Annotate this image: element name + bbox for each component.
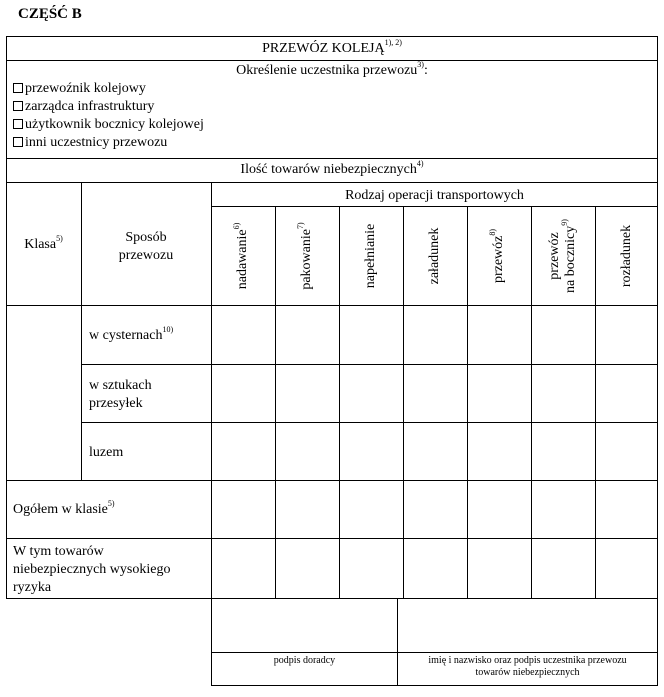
op-header-przewoz-na-bocznicy: przewóz na bocznicy$^{9)}$ [547,219,578,293]
col-divider-op-2 [339,206,340,599]
signature-advisor-caption: podpis doradcy [273,655,336,666]
method-header: Sposób przewozu [118,230,174,263]
method-row-tankers: w cysternach$^{10)}$ [89,325,174,343]
op-header-napelnianie: napełnianie [363,223,378,289]
method-row-bulk: luzem [89,445,124,460]
col-divider-op-4 [467,206,468,599]
participant-option-rail-carrier[interactable]: przewoźnik kolejowy [13,80,146,97]
op-header-przewoz: przewóz$^{8)}$ [488,228,506,284]
operations-header: Rodzaj operacji transportowych [345,188,524,203]
main-title: PRZEWÓZ $KOLEJĄ^{1), 2)}$ [262,38,402,56]
signature-participant-rule [397,652,658,653]
col-divider-class [81,182,82,480]
rule-under-quantity [6,182,658,183]
checkbox-icon[interactable] [13,119,23,129]
op-header-pakowanie: pakowanie$^{7)}$ [296,222,314,290]
signature-advisor-rule [211,652,398,653]
checkbox-icon[interactable] [13,83,23,93]
participant-option-other[interactable]: inni uczestnicy przewozu [13,134,167,151]
participant-heading: Określenie uczestnika przewozu$^{3)}$: [236,60,428,78]
signature-advisor-box[interactable] [211,598,398,686]
col-divider-op-6 [595,206,596,599]
col-divider-op-3 [403,206,404,599]
rule-under-methods [6,480,658,481]
participant-option-infrastructure-manager[interactable]: zarządca infrastruktury [13,98,154,115]
total-in-class-label: Ogółem w klasie$^{5)}$ [13,499,115,517]
checkbox-icon[interactable] [13,101,23,111]
method-row-packages: w sztukach przesyłek [89,378,152,411]
op-header-zaladunek: załadunek [427,227,442,285]
quantity-heading: Ilość towarów niebezpiecznych$^{4)}$ [240,159,424,177]
rule-method-row-2 [81,422,658,423]
op-header-nadawanie: nadawanie$^{6)}$ [232,222,250,290]
section-title: CZĘŚĆ B [18,6,82,22]
rule-under-total [6,538,658,539]
col-divider-op-1 [275,206,276,599]
signature-participant-caption: imię i nazwisko oraz podpis uczestnika przewozu towarów niebezpiecznych [428,655,627,678]
rule-under-title [6,60,658,61]
op-header-rozladunek: rozładunek [619,224,634,288]
high-risk-label: W tym towarów niebezpiecznych wysokiego ryzyka [13,544,171,595]
rule-under-participants [6,158,658,159]
rule-method-row-1 [81,364,658,365]
class-header: Klasa$^{5)}$ [24,234,63,252]
checkbox-icon[interactable] [13,137,23,147]
col-divider-op-5 [531,206,532,599]
participant-option-siding-user[interactable]: użytkownik bocznicy kolejowej [13,116,204,133]
col-divider-method [211,182,212,599]
